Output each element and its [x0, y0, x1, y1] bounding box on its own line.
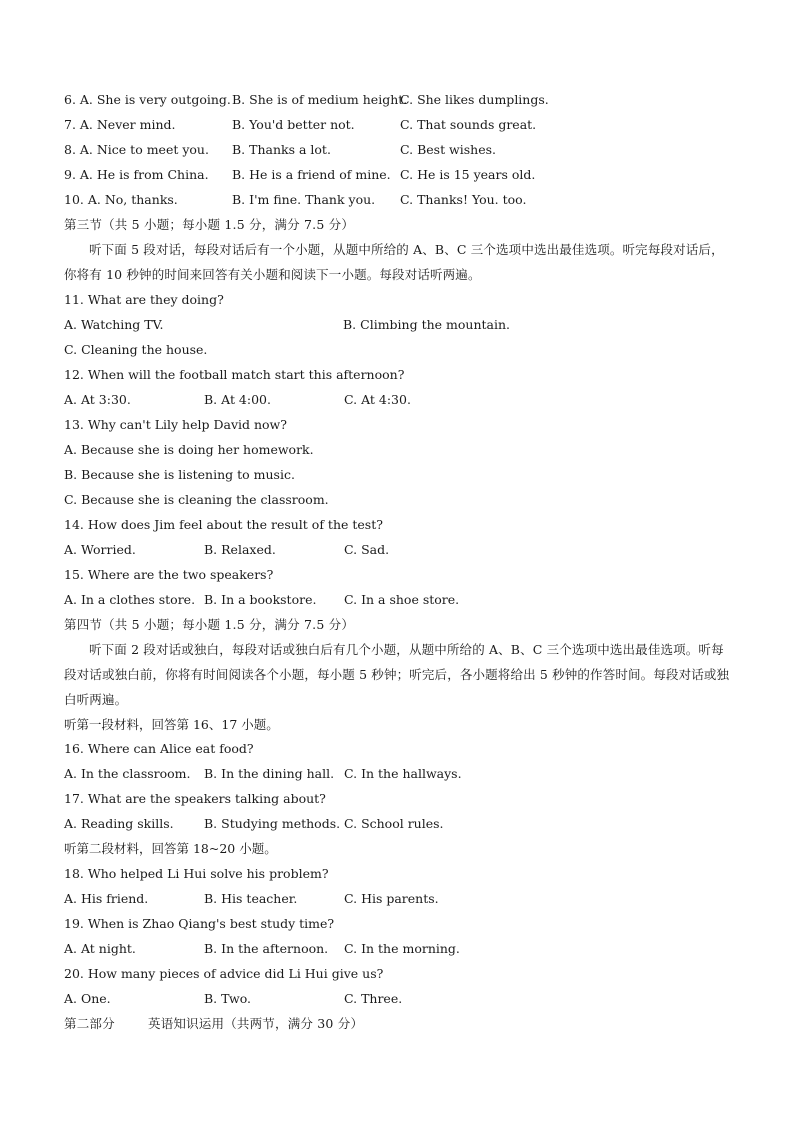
question-16-stem: 16. Where can Alice eat food?: [64, 741, 254, 756]
q11-option-b: B. Climbing the mountain.: [343, 317, 510, 332]
q15-option-a: A. In a clothes store.: [64, 592, 196, 607]
passage-2-label: 听第二段材料，回答第 18~20 小题。: [64, 841, 277, 856]
section-4-instructions: 听下面 2 段对话或独白，每段对话或独白后有几个小题，从题中所给的 A、B、C 三个选项中选出最佳选项。听每段对话或独白前，你将有时间阅读各个小题，每小题 5 秒钟；听完后，各小题将给出 5 秒钟的作答时间。每段对话或独白听两遍。: [64, 642, 730, 707]
section-3-instructions: 听下面 5 段对话，每段对话后有一个小题，从题中所给的 A、B、C 三个选项中选出最佳选项。听完每段对话后，你将有 10 秒钟的时间来回答有关小题和阅读下一小题。每段对话听两遍。: [64, 242, 724, 282]
q13-option-a: A. Because she is doing her homework.: [64, 442, 314, 457]
q20-option-c: C. Three.: [344, 991, 403, 1006]
passage-1-label: 听第一段材料，回答第 16、17 小题。: [64, 717, 279, 732]
q20-option-a: A. One.: [64, 991, 111, 1006]
q18-option-c: C. His parents.: [344, 891, 439, 906]
q6-option-b: B. She is of medium height.: [232, 92, 408, 107]
q13-option-b: B. Because she is listening to music.: [64, 467, 295, 482]
q16-option-c: C. In the hallways.: [344, 766, 462, 781]
question-18-stem: 18. Who helped Li Hui solve his problem?: [64, 866, 329, 881]
q18-option-a: A. His friend.: [64, 891, 149, 906]
q14-option-c: C. Sad.: [344, 542, 390, 557]
question-14-stem: 14. How does Jim feel about the result of the test?: [64, 517, 383, 532]
q10-option-c: C. Thanks! You. too.: [400, 192, 527, 207]
q11-option-a: A. Watching TV.: [64, 317, 164, 332]
q7-option-c: C. That sounds great.: [400, 117, 537, 132]
q10-option-a: 10. A. No, thanks.: [64, 192, 178, 207]
q18-option-b: B. His teacher.: [204, 891, 298, 906]
q17-option-a: A. Reading skills.: [64, 816, 174, 831]
q7-option-b: B. You'd better not.: [232, 117, 355, 132]
q17-option-b: B. Studying methods.: [204, 816, 341, 831]
q12-option-b: B. At 4:00.: [204, 392, 271, 407]
part-2-label: 第二部分: [64, 1016, 115, 1031]
q14-option-a: A. Worried.: [64, 542, 136, 557]
q13-option-c: C. Because she is cleaning the classroom.: [64, 492, 329, 507]
q20-option-b: B. Two.: [204, 991, 252, 1006]
q19-option-b: B. In the afternoon.: [204, 941, 329, 956]
q8-option-a: 8. A. Nice to meet you.: [64, 142, 209, 157]
q19-option-a: A. At night.: [64, 941, 136, 956]
question-12-stem: 12. When will the football match start this afternoon?: [64, 367, 405, 382]
q6-option-c: C. She likes dumplings.: [400, 92, 549, 107]
question-13-stem: 13. Why can't Lily help David now?: [64, 417, 287, 432]
q6-option-a: 6. A. She is very outgoing.: [64, 92, 231, 107]
q19-option-c: C. In the morning.: [344, 941, 460, 956]
question-17-stem: 17. What are the speakers talking about?: [64, 791, 326, 806]
section-3-heading: 第三节（共 5 小题；每小题 1.5 分，满分 7.5 分）: [64, 217, 355, 232]
q17-option-c: C. School rules.: [344, 816, 444, 831]
question-20-stem: 20. How many pieces of advice did Li Hui give us?: [64, 966, 384, 981]
q9-option-b: B. He is a friend of mine.: [232, 167, 391, 182]
q16-option-b: B. In the dining hall.: [204, 766, 335, 781]
q9-option-a: 9. A. He is from China.: [64, 167, 209, 182]
part-2-title: 英语知识运用（共两节，满分 30 分）: [148, 1016, 364, 1031]
q12-option-a: A. At 3:30.: [64, 392, 131, 407]
question-15-stem: 15. Where are the two speakers?: [64, 567, 274, 582]
q11-option-c: C. Cleaning the house.: [64, 342, 208, 357]
q9-option-c: C. He is 15 years old.: [400, 167, 536, 182]
q10-option-b: B. I'm fine. Thank you.: [232, 192, 376, 207]
q8-option-c: C. Best wishes.: [400, 142, 497, 157]
question-11-stem: 11. What are they doing?: [64, 292, 224, 307]
q7-option-a: 7. A. Never mind.: [64, 117, 176, 132]
q15-option-b: B. In a bookstore.: [204, 592, 317, 607]
q14-option-b: B. Relaxed.: [204, 542, 276, 557]
q16-option-a: A. In the classroom.: [64, 766, 191, 781]
section-4-heading: 第四节（共 5 小题；每小题 1.5 分，满分 7.5 分）: [64, 617, 355, 632]
q15-option-c: C. In a shoe store.: [344, 592, 460, 607]
question-19-stem: 19. When is Zhao Qiang's best study time?: [64, 916, 335, 931]
q12-option-c: C. At 4:30.: [344, 392, 411, 407]
q8-option-b: B. Thanks a lot.: [232, 142, 331, 157]
